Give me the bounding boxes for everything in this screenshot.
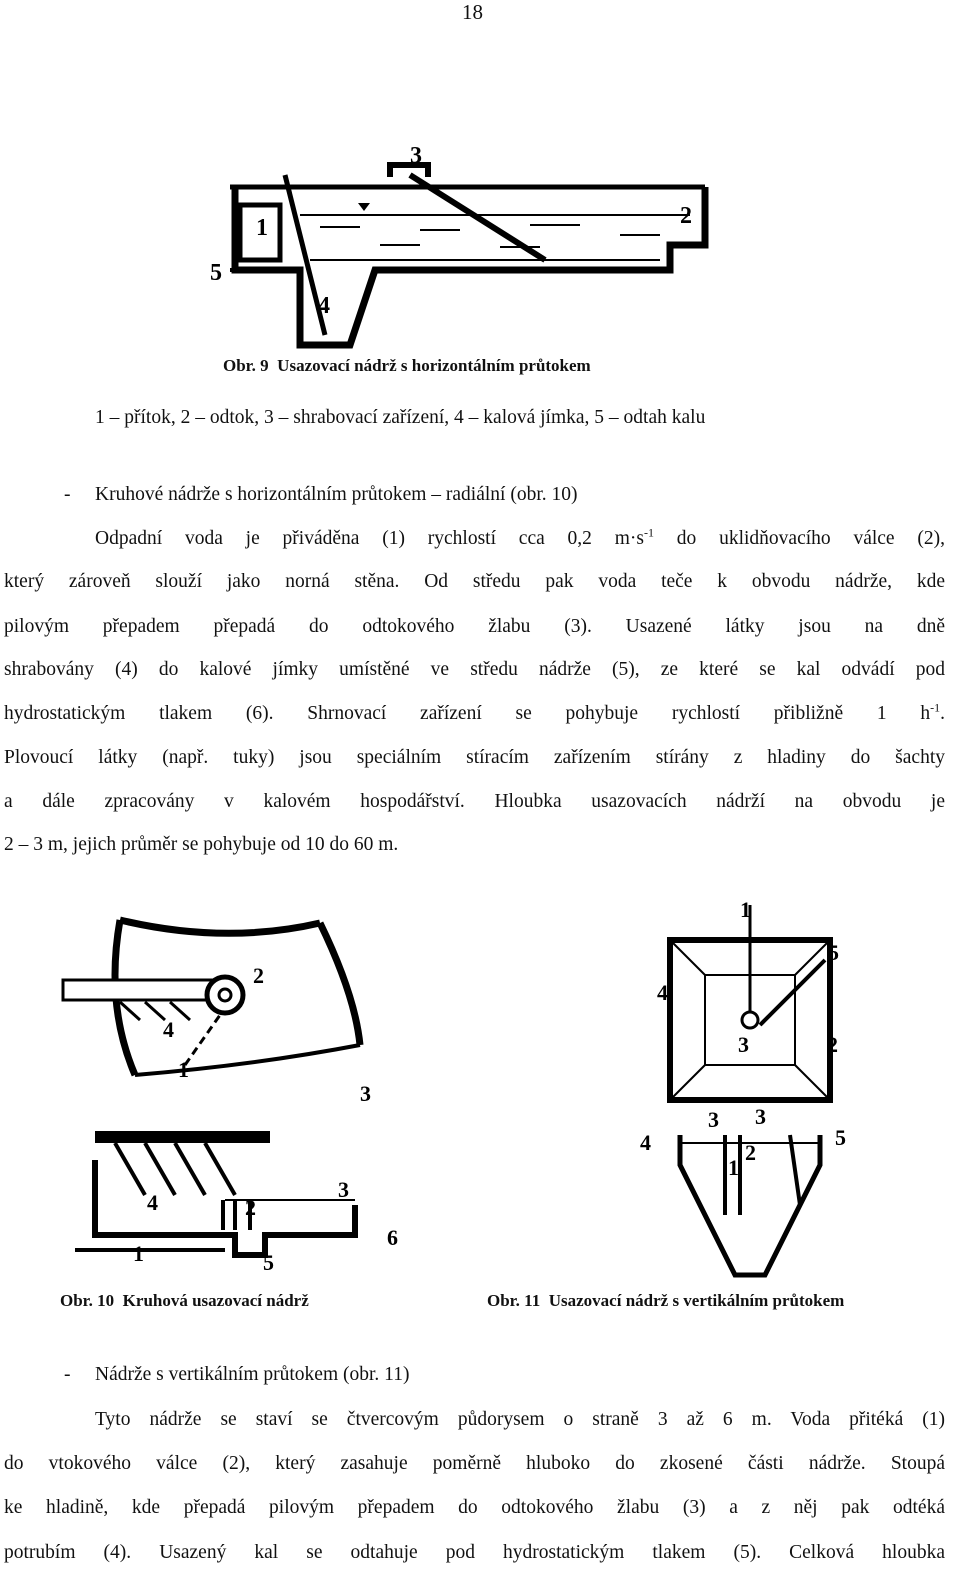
fig11-label-bot-4: 4 xyxy=(640,1130,651,1155)
s1-l5a: hydrostatickým tlakem (6). Shrnovací zařízení se pohybuje rychlostí přibližně 1 h xyxy=(4,703,931,724)
fig11-label-top-2: 2 xyxy=(827,1032,838,1057)
section1-line-6: Plovoucí látky (např. tuky) jsou speciálním stíracím zařízením stírány z hladiny do šachty xyxy=(4,747,945,768)
section1-line-2: který zároveň slouží jako norná stěna. Od středu pak voda teče k obvodu nádrže, kde xyxy=(4,571,945,592)
fig10-label-bot-1: 1 xyxy=(133,1241,144,1266)
fig11-caption-title: Usazovací nádrž s vertikálním průtokem xyxy=(548,1291,845,1310)
fig9-label-2: 2 xyxy=(680,203,692,229)
section2-line-4: potrubím (4). Usazený kal se odtahuje pod hydrostatickým tlakem (5). Celková hloubka xyxy=(4,1542,945,1563)
fig10-caption xyxy=(60,1291,309,1311)
fig11-label-bot-3b: 3 xyxy=(755,1104,766,1129)
s1-l5b: . xyxy=(940,703,945,724)
fig9-caption-title: Usazovací nádrž s horizontálním průtokem xyxy=(277,356,591,375)
section1-line-5 xyxy=(4,696,945,732)
section1-line-4: shrabovány (4) do kalové jímky umístěné ve středu nádrže (5), ze které se kal odvádí pod xyxy=(4,659,945,680)
fig10-label-bot-2: 2 xyxy=(245,1195,256,1220)
page-number: 18 xyxy=(462,0,483,24)
fig10-label-top-1: 1 xyxy=(178,1057,189,1082)
section1-line-3: pilovým přepadem přepadá do odtokového žlabu (3). Usazené látky jsou na dně xyxy=(4,616,945,637)
section2-line-3: ke hladině, kde přepadá pilovým přepadem do odtokového žlabu (3) a z něj pak odtéká xyxy=(4,1497,945,1518)
section2-heading: Nádrže s vertikálním průtokem (obr. 11) xyxy=(95,1364,410,1385)
fig10-caption-title: Kruhová usazovací nádrž xyxy=(122,1291,309,1310)
section1-line-1 xyxy=(95,521,945,557)
section1-line-8: 2 – 3 m, jejich průměr se pohybuje od 10 do 60 m. xyxy=(4,834,399,855)
fig11-label-top-1: 1 xyxy=(740,897,751,922)
figure-10-diagram xyxy=(55,905,445,1285)
s1-l1-sup: -1 xyxy=(643,525,654,540)
fig10-label-bot-3: 3 xyxy=(338,1177,349,1202)
s1-l5-sup: -1 xyxy=(930,700,941,715)
section1-heading: Kruhové nádrže s horizontálním průtokem – radiální (obr. 10) xyxy=(95,484,578,505)
fig11-label-bot-3a: 3 xyxy=(708,1107,719,1132)
fig11-label-bot-1: 1 xyxy=(728,1155,739,1180)
figure-11-diagram xyxy=(620,895,900,1285)
fig9-label-3: 3 xyxy=(410,143,422,169)
fig9-legend: 1 – přítok, 2 – odtok, 3 – shrabovací zařízení, 4 – kalová jímka, 5 – odtah kalu xyxy=(95,407,706,428)
fig10-label-top-4: 4 xyxy=(163,1017,174,1042)
fig11-label-top-3: 3 xyxy=(738,1032,749,1057)
fig10-label-top-3: 3 xyxy=(360,1081,371,1106)
fig10-caption-prefix: Obr. 10 xyxy=(60,1291,115,1310)
fig10-label-bot-4: 4 xyxy=(147,1190,158,1215)
fig11-label-bot-5: 5 xyxy=(835,1125,846,1150)
section1-bullet: - xyxy=(64,484,71,505)
section1-line-7: a dále zpracovány v kalovém hospodářství. Hloubka usazovacích nádrží na obvodu je xyxy=(4,791,945,812)
fig9-label-1: 1 xyxy=(256,215,268,241)
fig10-label-bot-5: 5 xyxy=(263,1250,274,1275)
fig10-label-top-2: 2 xyxy=(253,963,264,988)
fig9-caption-prefix: Obr. 9 xyxy=(223,356,269,375)
fig9-label-4: 4 xyxy=(318,293,330,319)
section2-line-1: Tyto nádrže se staví se čtvercovým půdorysem o straně 3 až 6 m. Voda přitéká (1) xyxy=(95,1409,945,1430)
fig11-label-top-5: 5 xyxy=(828,940,839,965)
s1-l1b: do uklidňovacího válce (2), xyxy=(653,528,945,549)
s1-l1a: Odpadní voda je přiváděna (1) rychlostí cca 0,2 m·s xyxy=(95,528,644,549)
fig11-label-bot-2: 2 xyxy=(745,1140,756,1165)
fig11-caption xyxy=(487,1291,844,1311)
fig9-label-5: 5 xyxy=(210,260,222,286)
section2-bullet: - xyxy=(64,1364,71,1385)
section2-line-2: do vtokového válce (2), který zasahuje poměrně hluboko do zkosené části nádrže. Stoupá xyxy=(4,1453,945,1474)
figure-9-diagram xyxy=(200,135,720,350)
fig10-label-bot-6: 6 xyxy=(387,1225,398,1250)
fig11-label-top-4: 4 xyxy=(657,980,668,1005)
fig11-caption-prefix: Obr. 11 xyxy=(487,1291,541,1310)
fig9-caption xyxy=(223,356,591,376)
